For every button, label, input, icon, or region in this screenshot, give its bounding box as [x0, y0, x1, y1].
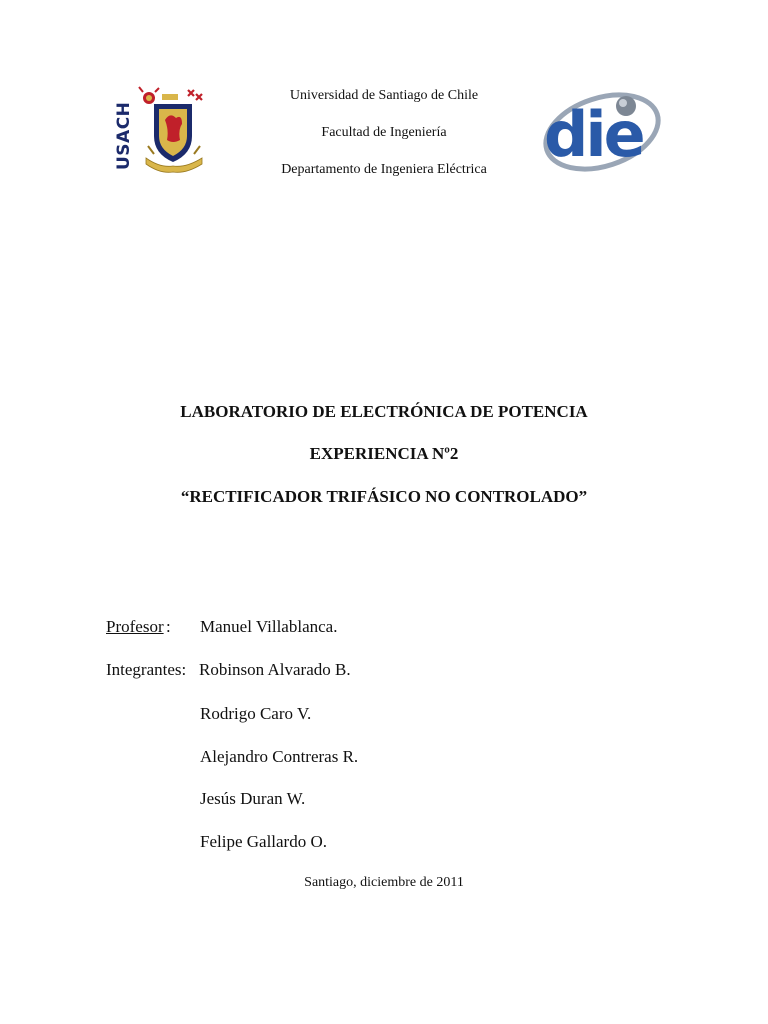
professor-name: Manuel Villablanca.	[200, 617, 338, 636]
university-name: Universidad de Santiago de Chile	[289, 88, 479, 103]
department-name: Departamento de Ingeniera Eléctrica	[281, 162, 487, 177]
usach-wordmark: USACH	[114, 101, 134, 170]
professor-colon: :	[166, 617, 171, 636]
member-name: Robinson Alvarado B.	[199, 660, 351, 679]
member-name: Jesús Duran W.	[200, 789, 306, 808]
member-name: Rodrigo Caro V.	[200, 704, 312, 723]
die-wordmark: die	[544, 98, 643, 171]
faculty-name: Facultad de Ingeniería	[321, 125, 447, 140]
experience-number: EXPERIENCIA Nº2	[309, 444, 459, 463]
report-subject: “RECTIFICADOR TRIFÁSICO NO CONTROLADO”	[180, 487, 588, 506]
member-name: Felipe Gallardo O.	[200, 832, 327, 851]
professor-label: Profesor	[106, 617, 164, 636]
member-name: Alejandro Contreras R.	[200, 747, 359, 766]
lab-title: LABORATORIO DE ELECTRÓNICA DE POTENCIA	[180, 402, 588, 421]
place-and-date: Santiago, diciembre de 2011	[304, 875, 464, 890]
members-label: Integrantes:	[106, 660, 187, 679]
